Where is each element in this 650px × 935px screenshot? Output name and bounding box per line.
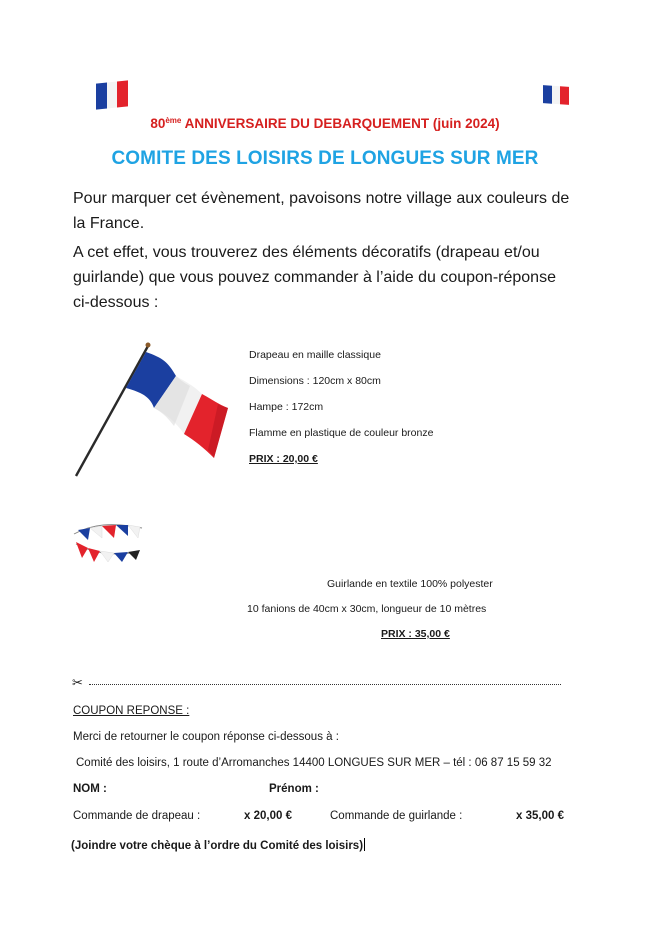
- french-flag-right-icon: [543, 85, 569, 105]
- coupon-return-text: Merci de retourner le coupon réponse ci-dessous à :: [73, 731, 339, 743]
- anniversary-rest: ANNIVERSAIRE DU DEBARQUEMENT (juin 2024): [181, 116, 500, 131]
- intro-paragraph-1: [73, 186, 593, 236]
- scissors-icon: ✂: [72, 675, 83, 690]
- coupon-address: Comité des loisirs, 1 route d’Arromanches 14400 LONGUES SUR MER – tél : 06 87 15 59 32: [76, 757, 552, 769]
- flag-product-price: PRIX : 20,00 €: [249, 453, 318, 465]
- garland-product-line: 10 fanions de 40cm x 30cm, longueur de 10 mètres: [247, 603, 487, 615]
- intro-paragraph-2: [73, 240, 593, 315]
- anniversary-heading: [0, 116, 650, 131]
- flag-product-line: Dimensions : 120cm x 80cm: [249, 375, 381, 387]
- cut-line-divider: [89, 676, 561, 685]
- anniversary-suffix: ème: [165, 116, 182, 125]
- page-title: COMITE DES LOISIRS DE LONGUES SUR MER: [111, 148, 539, 169]
- flag-product-line: Hampe : 172cm: [249, 401, 324, 413]
- intro-line: A cet effet, vous trouverez des éléments décoratifs (drapeau et/ou: [73, 244, 540, 261]
- bunting-garland-image: [72, 514, 156, 564]
- flag-product-line: Drapeau en maille classique: [249, 349, 381, 361]
- nom-label: NOM :: [73, 783, 107, 795]
- text-cursor: [364, 838, 365, 851]
- flag-order-price: x 20,00 €: [244, 810, 292, 822]
- garland-order-label: Commande de guirlande :: [330, 810, 463, 822]
- french-flag-left-icon: [96, 80, 128, 109]
- intro-line: Pour marquer cet évènement, pavoisons notre village aux couleurs de: [73, 190, 570, 207]
- intro-line: ci-dessous :: [73, 294, 159, 311]
- flag-product-line: Flamme en plastique de couleur bronze: [249, 427, 434, 439]
- intro-line: guirlande) que vous pouvez commander à l’aide du coupon-réponse: [73, 269, 556, 286]
- coupon-heading: COUPON REPONSE :: [73, 705, 190, 717]
- garland-order-price: x 35,00 €: [516, 810, 564, 822]
- flag-order-label: Commande de drapeau :: [73, 810, 201, 822]
- cheque-note-text: (Joindre votre chèque à l’ordre du Comité des loisirs): [71, 840, 364, 852]
- garland-product-price: PRIX : 35,00 €: [381, 628, 450, 640]
- anniversary-number: 80: [150, 116, 166, 131]
- french-flag-on-pole-image: [68, 336, 238, 486]
- intro-line: la France.: [73, 215, 145, 232]
- garland-product-line: Guirlande en textile 100% polyester: [327, 578, 493, 590]
- prenom-label: Prénom :: [269, 783, 319, 795]
- cheque-note: [71, 838, 365, 852]
